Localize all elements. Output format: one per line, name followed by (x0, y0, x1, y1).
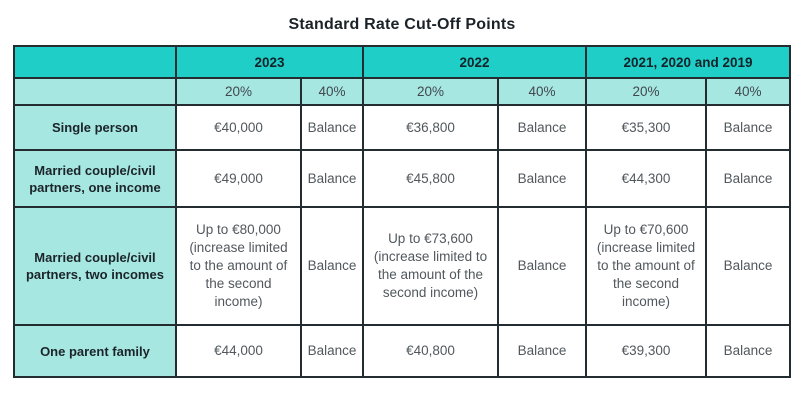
rate-header: 40% (301, 78, 363, 105)
row-label: Married couple/civil partners, two incomes (14, 207, 176, 325)
rate-header: 40% (498, 78, 586, 105)
cell-value: Up to €70,600 (increase limited to the amount of the second income) (586, 207, 706, 325)
cell-value: Balance (706, 105, 790, 150)
cell-value: Balance (301, 150, 363, 207)
cell-value: €40,000 (176, 105, 301, 150)
cell-value: €35,300 (586, 105, 706, 150)
row-label: Married couple/civil partners, one income (14, 150, 176, 207)
cell-value: Up to €73,600 (increase limited to the amount of the second income) (363, 207, 498, 325)
cell-value: €36,800 (363, 105, 498, 150)
cell-value: Balance (498, 207, 586, 325)
year-header-2023: 2023 (176, 46, 363, 78)
cell-value: Up to €80,000 (increase limited to the amount of the second income) (176, 207, 301, 325)
cell-value: Balance (301, 105, 363, 150)
table-row-single-person (14, 105, 790, 150)
cell-value: €40,800 (363, 325, 498, 377)
row-label: One parent family (14, 325, 176, 377)
rate-header: 20% (586, 78, 706, 105)
cell-value: €39,300 (586, 325, 706, 377)
rate-header: 40% (706, 78, 790, 105)
table-row-married-two-incomes (14, 207, 790, 325)
page-title: Standard Rate Cut-Off Points (288, 16, 516, 33)
table-row-married-one-income (14, 150, 790, 207)
cell-value: €44,000 (176, 325, 301, 377)
cell-value: Balance (301, 325, 363, 377)
cell-value: Balance (706, 207, 790, 325)
corner-cell-top (14, 46, 176, 78)
year-header-row (14, 46, 790, 78)
cell-value: Balance (301, 207, 363, 325)
cell-value: €44,300 (586, 150, 706, 207)
corner-cell-bottom (14, 78, 176, 105)
row-label: Single person (14, 105, 176, 150)
year-header-2022: 2022 (363, 46, 586, 78)
standard-rate-cutoff-table (13, 45, 791, 378)
cell-value: €49,000 (176, 150, 301, 207)
cell-value: Balance (498, 325, 586, 377)
table-row-one-parent-family (14, 325, 790, 377)
year-header-2021-2019: 2021, 2020 and 2019 (586, 46, 790, 78)
rate-header: 20% (176, 78, 301, 105)
cell-value: €45,800 (363, 150, 498, 207)
rate-header-row (14, 78, 790, 105)
cell-value: Balance (498, 105, 586, 150)
cell-value: Balance (498, 150, 586, 207)
cell-value: Balance (706, 150, 790, 207)
cell-value: Balance (706, 325, 790, 377)
rate-header: 20% (363, 78, 498, 105)
